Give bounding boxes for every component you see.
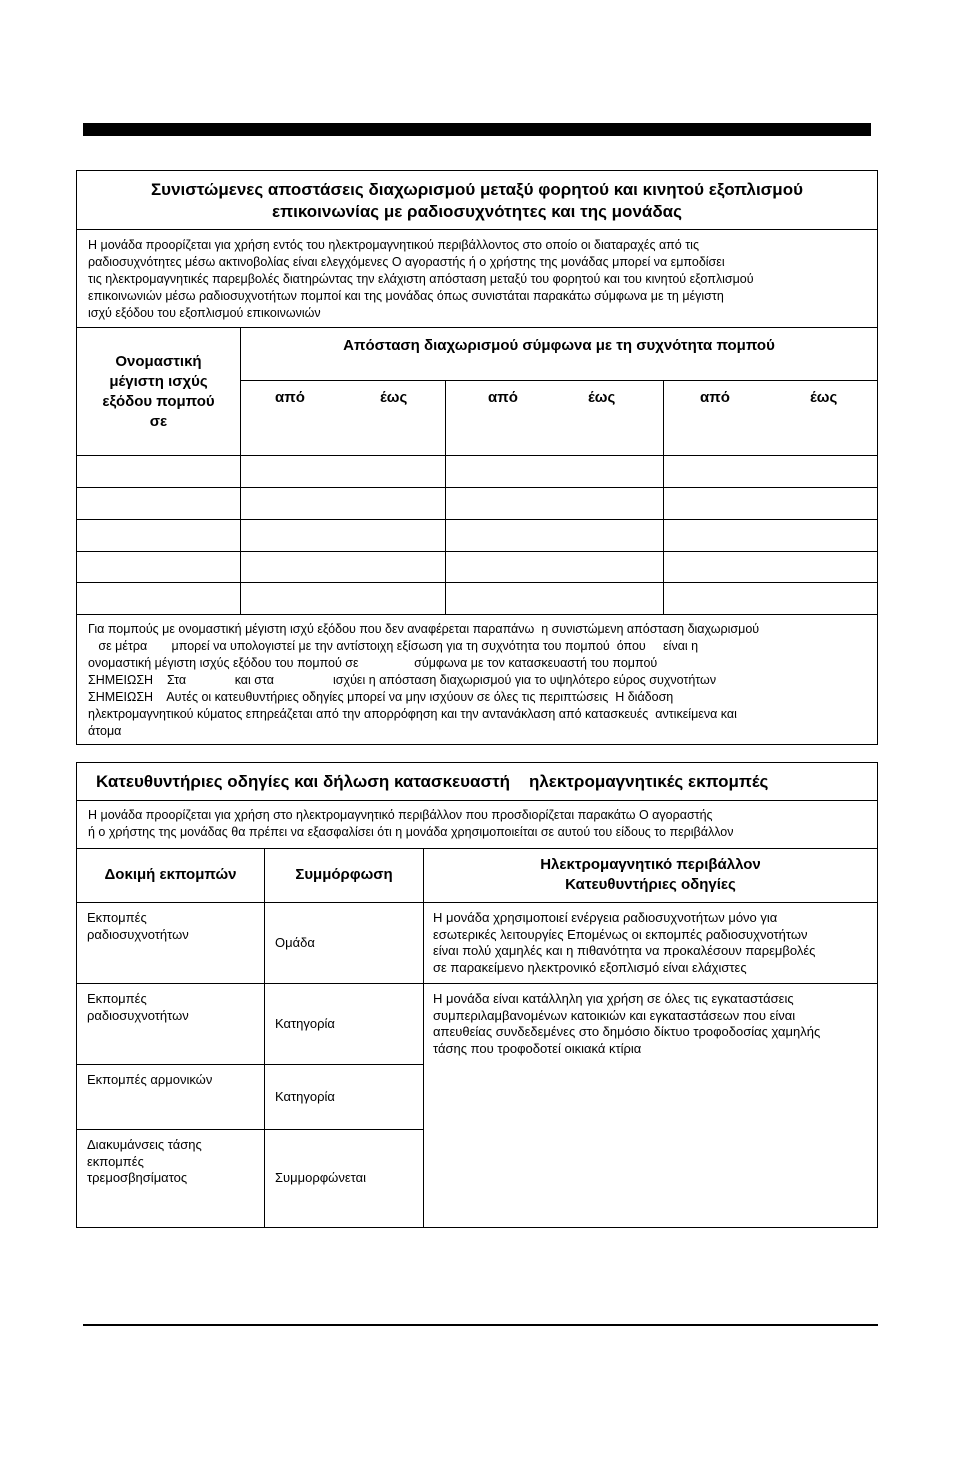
table-row <box>77 583 877 615</box>
emissions-table <box>76 762 878 1228</box>
table-cell <box>446 488 664 519</box>
table-cell <box>241 551 446 582</box>
header-bar <box>83 123 871 136</box>
emissions-test-header: Δοκιμή εκπομπών <box>77 849 265 903</box>
table-row <box>77 520 877 552</box>
table-cell <box>446 520 664 551</box>
footer-rule <box>83 1324 878 1326</box>
frequency-range-header-2 <box>446 381 664 456</box>
frequency-range-header-1 <box>241 381 446 456</box>
emissions-test-cell: Εκπομπές ραδιοσυχνοτήτων <box>77 984 265 1065</box>
table2-intro: Η μονάδα προορίζεται για χρήση στο ηλεκτρομαγνητικό περιβάλλον που προσδιορίζεται παρακάτω Ο αγοραστής ή ο χρήστης της μονάδας θα πρέπει να εξασφαλίσει ότι η μονάδα χρησιμοποιείται σε αυτού του είδους το περιβάλλον <box>77 801 877 849</box>
table-row <box>77 456 877 488</box>
to-label: έως <box>588 389 616 406</box>
separation-distance-header: Απόσταση διαχωρισμού σύμφωνα με τη συχνότητα πομπού <box>241 328 877 381</box>
to-label: έως <box>810 389 838 406</box>
table-cell <box>77 456 241 487</box>
table-row <box>77 488 877 520</box>
table-cell <box>241 488 446 519</box>
from-label: από <box>275 389 305 406</box>
emissions-test-cell: Εκπομπές ραδιοσυχνοτήτων <box>77 903 265 984</box>
environment-header: Ηλεκτρομαγνητικό περιβάλλον Κατευθυντήριες οδηγίες <box>424 849 877 903</box>
table-cell <box>446 551 664 582</box>
compliance-cell: Ομάδα <box>265 903 424 984</box>
table-row <box>77 551 877 583</box>
separation-distance-table <box>76 170 878 745</box>
table-cell <box>77 488 241 519</box>
compliance-cell: Συμμορφώνεται <box>265 1130 424 1227</box>
guidance-cell: Η μονάδα είναι κατάλληλη για χρήση σε όλες τις εγκαταστάσεις συμπεριλαμβανομένων κατοικιών και εγκαταστάσεων που είναι απευθείας συνδεδεμένες στο δημόσιο δίκτυο τροφοδοσίας χαμηλής τάσης που τροφοδοτεί οικιακά κτίρια <box>433 991 821 1056</box>
guidance-cell: Η μονάδα χρησιμοποιεί ενέργεια ραδιοσυχνοτήτων μόνο για εσωτερικές λειτουργίες Επομένως οι εκπομπές ραδιοσυχνοτήτων είναι πολύ χαμηλές και η πιθανότητα να προκαλέσουν παρεμβολές σε παρακείμενο ηλεκτρονικό εξοπλισμό είναι ελάχιστες <box>424 903 877 984</box>
compliance-cell: Κατηγορία <box>265 1065 424 1130</box>
table1-notes: Για πομπούς με ονομαστική μέγιστη ισχύ εξόδου που δεν αναφέρεται παραπάνω η συνιστώμενη απόσταση διαχωρισμού σε μέτρα μπορεί να υπολογιστεί με την αντίστοιχη εξίσωση για τη συχνότητα του πομπού όπου είναι η ονομαστική μέγιστη ισχύς εξόδου του πομπού σε σύμφωνα με τον κατασκευαστή του πομπού ΣΗΜΕΙΩΣΗ Στα και στα ισχύει η απόσταση διαχωρισμού για το υψηλότερο εύρος συχνοτήτων ΣΗΜΕΙΩΣΗ Αυτές οι κατευθυντήριες οδηγίες μπορεί να μην ισχύουν σε όλες τις περιπτώσεις Η διάδοση ηλεκτρομαγνητικού κύματος επηρεάζεται από την απορρόφηση και την αντανάκλαση από κατασκευές αντικείμενα και άτομα <box>88 622 760 738</box>
table-cell <box>77 551 241 582</box>
table-cell <box>241 583 446 614</box>
table-cell <box>77 520 241 551</box>
emissions-test-cell: Διακυμάνσεις τάσης εκπομπές τρεμοσβησίματος <box>77 1130 265 1227</box>
table1-title: Συνιστώμενες αποστάσεις διαχωρισμού μεταξύ φορητού και κινητού εξοπλισμού επικοινωνίας με ραδιοσυχνότητες και της μονάδας <box>77 171 877 230</box>
from-label: από <box>700 389 730 406</box>
table-cell <box>446 583 664 614</box>
table-cell <box>446 456 664 487</box>
table2-title: Κατευθυντήριες οδηγίες και δήλωση κατασκευαστή ηλεκτρομαγνητικές εκπομπές <box>77 763 877 801</box>
table1-intro: Η μονάδα προορίζεται για χρήση εντός του ηλεκτρομαγνητικού περιβάλλοντος στο οποίο οι διαταραχές από τις ραδιοσυχνότητες μέσω ακτινοβολίας είναι ελεγχόμενες Ο αγοραστής ή ο χρήστης της μονάδας μπορεί να εμποδίσει τις ηλεκτρομαγνητικές παρεμβολές διατηρώντας την ελάχιστη απόσταση μεταξύ του φορητού και του κινητού εξοπλισμού επικοινωνιών μέσω ραδιοσυχνοτήτων πομποί και της μονάδας όπως συνιστάται παρακάτω σύμφωνα με τη μέγιστη ισχύ εξόδου του εξοπλισμού επικοινωνιών <box>77 230 877 328</box>
table-cell <box>77 583 241 614</box>
rated-power-header: Ονομαστική μέγιστη ισχύς εξόδου πομπού σε <box>77 328 241 456</box>
from-label: από <box>488 389 518 406</box>
table-cell <box>241 520 446 551</box>
compliance-cell: Κατηγορία <box>265 984 424 1065</box>
compliance-header: Συμμόρφωση <box>265 849 424 903</box>
emissions-test-cell: Εκπομπές αρμονικών <box>77 1065 265 1130</box>
table-cell <box>241 456 446 487</box>
frequency-range-header-3 <box>664 381 877 456</box>
to-label: έως <box>380 389 408 406</box>
